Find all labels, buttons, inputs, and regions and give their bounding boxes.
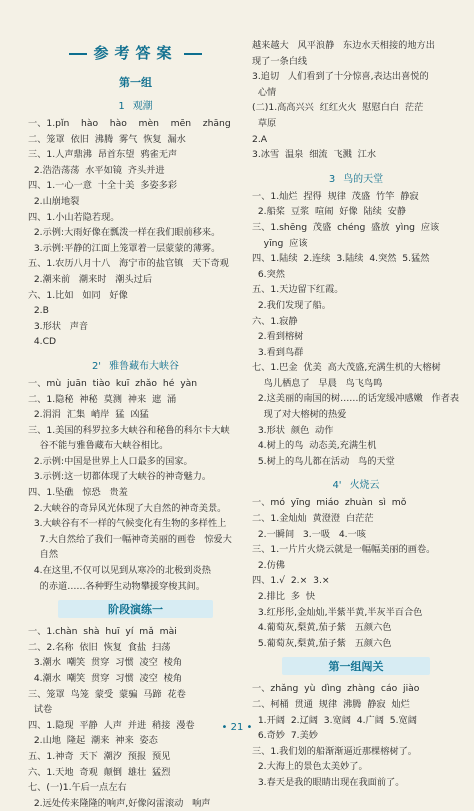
left-column [28, 0, 243, 811]
right-column [252, 0, 460, 791]
answer-line: 现了一条白线 [252, 55, 308, 67]
section2-title [28, 357, 243, 372]
answer-line: 2.涓涓 汇集 峭岸 猛 凶猛 [28, 409, 149, 421]
answer-line: 一、1.pǐn hào hào mèn mēn zhāng [28, 118, 231, 129]
answer-line: 2.B [28, 305, 49, 317]
answer-line: 3.追切 人们看到了十分惊喜,表达出喜悦的 [252, 71, 429, 83]
answer-line: 2.浩浩荡荡 水平如镜 齐头并进 [28, 164, 165, 176]
answer-line: 二、2.名称 依旧 恢复 食盐 扫荡 [28, 641, 171, 653]
answer-line: 5.树上的鸟儿都在活动 鸟的天堂 [252, 455, 395, 467]
answer-line: 3.大峡谷有不一样的气候变化有生物的多样性上 [28, 518, 227, 530]
answer-line: 3.潮水 嘲笑 贯穿 习惯 凌空 棱角 [28, 657, 183, 669]
answer-line: 四、1.小山若隐若现。 [28, 211, 120, 223]
answer-line: 六、1.比如 如同 好像 [28, 289, 128, 301]
answer-line: 4.葡萄灰,梨黄,茄子紫 五颜六色 [252, 622, 392, 634]
answer-line: 7.大自然给了我们一幅神奇美丽的画卷 惊爱大 [28, 533, 232, 545]
answer-line: 2.潮来前 潮来时 潮头过后 [28, 273, 153, 285]
answer-line: 2.仿佛 [252, 559, 285, 571]
continued-answers [252, 38, 460, 163]
title-bar-right [184, 53, 202, 55]
main-title [28, 42, 243, 66]
section1-answers [28, 116, 243, 350]
section3-name: 鸟的天堂 [343, 173, 384, 185]
answer-line: 三、1.我们划的船渐渐逼近那棵榕树了。 [252, 745, 417, 757]
answer-line: 2.船桨 豆浆 喧闹 好像 陆续 安静 [252, 206, 407, 218]
answer-line: 2.示例:大雨好像在瓢泼一样在我们眼前移来。 [28, 227, 221, 239]
section2-number: 2' [91, 360, 102, 372]
answer-line: 七、1.巴金 优美 高大茂盛,充满生机的大榕树 [252, 362, 441, 374]
answer-line: 2.一瞬间 3.一吸 4.一咳 [252, 528, 366, 540]
section4-number: 4' [332, 480, 342, 492]
section1-title [28, 97, 243, 112]
answer-line: 5.葡萄灰,梨黄,茄子紫 五颜六色 [252, 637, 392, 649]
answer-line: 现了对大榕树的热爱 [252, 409, 347, 421]
stage-practice-answers [28, 624, 243, 811]
answer-line: 自然 [28, 549, 59, 561]
main-title-text: 参考答案 [93, 44, 178, 62]
answer-line: 一、mù juān tiào kuī zhǎo hé yàn [28, 377, 198, 389]
answer-line: (二)1.高高兴兴 红红火火 慰慰白白 茫茫 [252, 102, 424, 114]
answer-line: 2.我们发现了船。 [252, 299, 331, 311]
answer-line: 三、1.shēng 茂盛 chéng 盛放 yìng 应该 [252, 221, 440, 233]
group1-title: 第一组 [119, 76, 152, 89]
answer-line: 一、1.chàn shà huī yí mǎ mài [28, 626, 177, 638]
answer-line: 五、1.神奇 天下 潮汐 预报 预见 [28, 750, 171, 762]
answer-line: 心情 [252, 86, 277, 98]
answer-line: 二、笼罩 依旧 沸腾 雾气 恢复 漏水 [28, 133, 186, 145]
section3-title [252, 170, 460, 185]
answer-line: 越来越大 风平浪静 东边水天相接的地方出 [252, 40, 435, 51]
section1-number: 1 [118, 101, 125, 112]
answer-line: 三、1.一片片火烧云就是一幅幅美丽的画卷。 [252, 544, 436, 556]
answer-line: 四、1.一心一意 十全十美 多姿多彩 [28, 180, 178, 192]
answer-line: 四、1.√ 2.× 3.× [252, 575, 330, 587]
group-check-answers [252, 681, 460, 790]
answer-line: 2.远处传来隆隆的响声,好像闷雷滚动 响声 [28, 797, 211, 809]
answer-line: 五、1.天边留下红霞。 [252, 284, 344, 296]
answer-line: 一、mó yīng miáo zhuàn sì mǒ [252, 497, 407, 509]
section2-name: 雅鲁藏布大峡谷 [109, 360, 180, 372]
answer-line: 一、zhǎng yù dìng zhàng cáo jiào [252, 683, 420, 695]
answer-line: 4.CD [28, 336, 57, 348]
answer-line: 2.这美丽的南国的树……的话宠缓冲感嫩 作者表 [252, 393, 460, 405]
answer-line: 3.红彤彤,金灿灿,半紫半黄,半灰半百合色 [252, 606, 423, 618]
answer-line: 六、1.天地 奇观 颠倒 雄壮 猛烈 [28, 766, 171, 778]
answer-line: 一、1.灿烂 捏得 规律 茂盛 竹竿 静寂 [252, 190, 419, 202]
answer-line: 谷不能与雅鲁藏布大峡谷相比。 [28, 440, 169, 452]
answer-line: 四、1.陆续 2.连续 3.陆续 4.突然 5.猛然 [252, 253, 430, 265]
answer-line: 6.奇妙 7.美妙 [252, 730, 318, 742]
section4-title [252, 476, 460, 491]
answer-line: 2.山崩地裂 [28, 195, 80, 207]
answer-line: 2.大峡谷的奇异风光体现了大自然的神奇美景。 [28, 502, 227, 514]
answer-line: 4.潮水 嘲笑 贯穿 习惯 凌空 棱角 [28, 673, 183, 684]
answer-line: 二、柯桶 贯通 规律 沸腾 静寂 灿烂 [252, 698, 410, 710]
answer-line: 2.示例:中国是世界上人口最多的国家。 [28, 455, 193, 467]
answer-line: 3.看到鸟群 [252, 346, 304, 358]
answer-line: 二、1.隐秘 神秘 莫测 神来 遮 涌 [28, 393, 177, 405]
answer-line: 3.示例:这一切都体现了大峡谷的神奇魅力。 [28, 471, 212, 483]
answer-line: 六、1.寂静 [252, 315, 298, 327]
answer-line: 4.在这里,不仅可以见到从寒冷的北极到炎热 [28, 565, 211, 577]
title-bar-left [69, 53, 87, 55]
section2-answers [28, 376, 243, 594]
answer-line: 2.A [252, 133, 268, 145]
answer-line: 七、(一)1.午后一点左右 [28, 782, 127, 794]
answer-line: 6.突然 [252, 268, 285, 280]
answer-line: 五、1.农历八月十八 海宁市的盐官镇 天下奇观 [28, 258, 229, 270]
answer-line: 二、1.金灿灿 黄澄澄 白茫茫 [252, 513, 374, 525]
section3-answers [252, 189, 460, 470]
answer-line: 3.冰雪 温泉 细流 飞溅 江水 [252, 149, 377, 161]
answer-line: 四、1.隐现 平静 人声 并进 稍接 漫卷 [28, 719, 195, 731]
answer-line: 3.春天是我的眼睛出现在我面前了。 [252, 776, 405, 788]
answer-line: 3.形状 声音 [28, 320, 89, 332]
section3-number: 3 [328, 173, 336, 185]
answer-line: 4.树上的鸟 动态美,充满生机 [252, 440, 377, 452]
answer-line: 1.开阔 2.辽阔 3.宽阔 4.广阔 5.宽阔 [252, 714, 417, 726]
answer-line: 的赤道……各种野生动物攀援穿梭其间。 [28, 580, 206, 592]
answer-line: 2.排比 多 快 [252, 591, 316, 602]
answer-line: 草原 [252, 117, 277, 129]
answer-line: 2.山地 隆起 潮来 神来 姿态 [28, 735, 158, 747]
answer-line: 鸟儿栖息了 早晨 鸟飞鸟鸣 [252, 377, 383, 389]
answer-line: 3.形状 颜色 动作 [252, 424, 334, 436]
answer-line: 三、1.人声鼎沸 昂首东望 鸦雀无声 [28, 149, 178, 161]
group-check-title: 第一组闯关 [282, 657, 430, 675]
stage-practice-title: 阶段演练一 [58, 600, 213, 618]
page-number: • 21 • [221, 722, 253, 733]
answer-line: 2.大海上的景色太美妙了。 [252, 761, 368, 773]
answer-line: 四、1.坠礁 惊恐 贵羞 [28, 487, 128, 499]
section1-name: 观潮 [132, 101, 153, 112]
answer-line: 试卷 [28, 704, 53, 716]
answer-line: 三、笼罩 鸟笼 蒙受 蒙骗 马蹄 花卷 [28, 688, 186, 700]
answer-line: yīng 应该 [252, 237, 308, 249]
section4-answers [252, 495, 460, 651]
answer-line: 2.看到榕树 [252, 331, 304, 343]
answer-line: 三、1.美国的科罗拉多大峡谷和秘鲁的科尔卡大峡 [28, 424, 230, 436]
section4-name: 火烧云 [349, 480, 380, 492]
answer-line: 3.示例:平静的江面上笼罩着一层蒙蒙的薄雾。 [28, 242, 221, 254]
